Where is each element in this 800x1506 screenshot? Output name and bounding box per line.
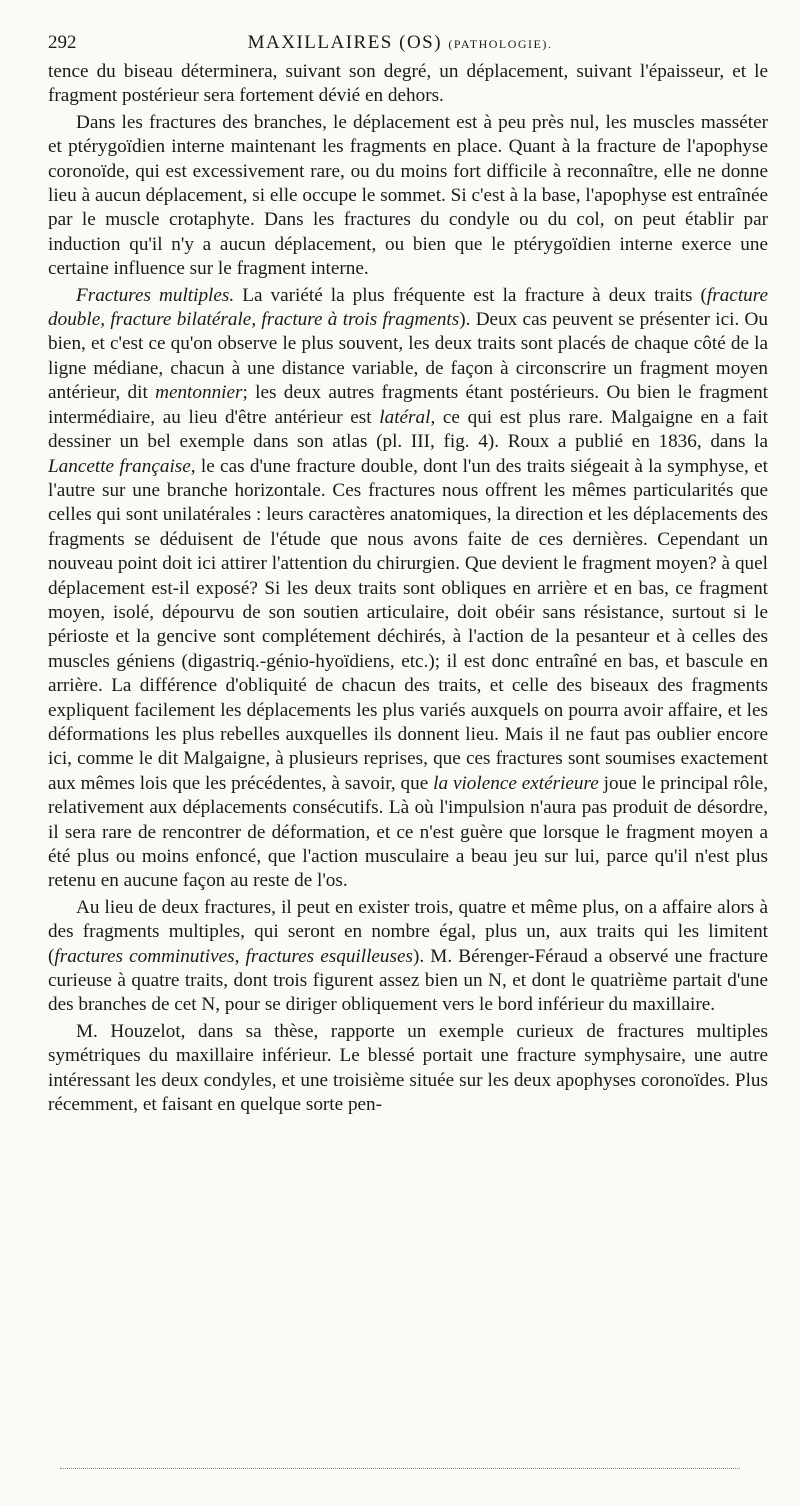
- text-run: M. Houzelot, dans sa thèse, rapporte un exemple curieux de fractures multiples symétriques du maxillaire inférieur. Le blessé portait une fracture symphysaire, une autre intéressant les deux condyles, et une troisième située sur les deux apophyses coronoïdes. Plus récemment, et faisant en quelque sorte pen-: [48, 1020, 768, 1116]
- text-run: tence du biseau déterminera, suivant son degré, un déplacement, suivant l'épaisseur, et le fragment postérieur sera fortement dévié en dehors.: [48, 61, 768, 107]
- running-title-main: MAXILLAIRES (OS): [247, 32, 443, 53]
- italic-text: fractures comminutives, fractures esquilleuses: [54, 945, 413, 967]
- body-text: [48, 60, 768, 1117]
- paragraph: [48, 284, 768, 894]
- page-number: 292: [48, 32, 77, 53]
- italic-text: Lancette française: [48, 455, 191, 477]
- paragraph: [48, 1020, 768, 1118]
- running-title: [48, 28, 752, 59]
- text-run: ). Deux cas peuvent se présenter ici. Ou bien, et c'est ce qu'on observe le plus souvent, les deux traits sont placés de chaque côté de la ligne médiane, chacun à une distance variable, de façon à circonscrire un fragment moyen antérieur, dit: [48, 309, 768, 404]
- text-run: , ce qui est plus rare. Malgaigne en a fait dessiner un bel exemple dans son atlas (pl. III, fig. 4). Roux a publié en 1836, dans la: [48, 406, 768, 453]
- italic-text: Fractures multiples.: [76, 284, 235, 306]
- paragraph: [48, 111, 768, 282]
- text-run: Au lieu de deux fractures, il peut en exister trois, quatre et même plus, on a affaire alors à des fragments multiples, qui seront en nombre égal, plus un, aux traits qui les limitent (: [48, 896, 768, 967]
- paragraph: [48, 896, 768, 1018]
- text-run: Dans les fractures des branches, le déplacement est à peu près nul, les muscles masséter et ptérygoïdien interne maintenant les fragments en place. Quant à la fracture de l'apophyse coronoïde, qui est excessivement rare, ou du moins fort difficile à reconnaître, elle ne donne lieu à aucun déplacement, si elle occupe le sommet. Si c'est à la base, l'apophyse est entraînée par le muscle crotaphyte. Dans les fractures du condyle ou du col, on peut établir par induction qu'il n'y a aucun déplacement, ou bien que le ptérygoïdien interne exerce une certaine influence sur le fragment interne.: [48, 111, 768, 280]
- paragraph: [48, 60, 768, 109]
- text-run: La variété la plus fréquente est la fracture à deux traits (: [234, 284, 707, 306]
- page-header: [48, 28, 752, 58]
- text-run: , le cas d'une fracture double, dont l'un des traits siégeait à la symphyse, et l'autre sur une branche horizontale. Ces fractures nous offrent les mêmes particularités que celles qui sont unilatérales : leurs caractères anatomiques, la direction et les déplacements des fragments se déduisent de l'étude que nous avons faite de ces dernières. Cependant un nouveau point doit ici attirer l'attention du chirurgien. Que devient le fragment moyen? à quel déplacement est-il exposé? Si les deux traits sont obliques en arrière et en bas, ce fragment moyen, isolé, dépourvu de son soutien articulaire, doit obéir sans résistance, surtout si le périoste et la gencive sont complétement déchirés, à l'action de la pesanteur et à celles des muscles géniens (digastriq.-génio-hyoïdiens, etc.); il est donc entraîné en bas, et bascule en arrière. La différence d'obliquité de chacun des traits, et celle des biseaux des fragments expliquent facilement les déplacements les plus variés auxquels on pourra avoir affaire, et les déformations les plus rebelles auxquelles ils donnent lieu. Mais il ne faut pas oublier encore ici, comme le dit Malgaigne, à plusieurs reprises, que ces fractures sont soumises exactement aux mêmes lois que les précédentes, à savoir, que: [48, 455, 769, 794]
- text-run: ; les deux autres fragments étant postérieurs. Ou bien le fragment intermédiaire, au lieu d'être antérieur est: [48, 382, 768, 428]
- bottom-rule: [60, 1468, 740, 1469]
- text-run: joue le principal rôle, relativement aux déplacements consécutifs. Là où l'impulsion n'aura pas produit de désordre, il sera rare de rencontrer de déformation, et ce n'est guère que lorsque le fragment moyen a été plus ou moins enfoncé, que l'action musculaire a beau jeu sur lui, parce qu'il n'est plus retenu en aucune façon au reste de l'os.: [48, 772, 768, 892]
- italic-text: la violence extérieure: [433, 772, 599, 794]
- italic-text: mentonnier: [155, 382, 243, 404]
- text-run: ). M. Bérenger-Féraud a observé une fracture curieuse à quatre traits, dont trois figurent assez bien un N, et dont le quatrième partait d'une des branches de cet N, pour se diriger obliquement vers le bord inférieur du maxillaire.: [48, 945, 768, 1016]
- running-title-sub: (PATHOLOGIE).: [448, 37, 553, 51]
- italic-text: fracture double, fracture bilatérale, fracture à trois fragments: [48, 284, 769, 331]
- italic-text: latéral: [379, 406, 431, 428]
